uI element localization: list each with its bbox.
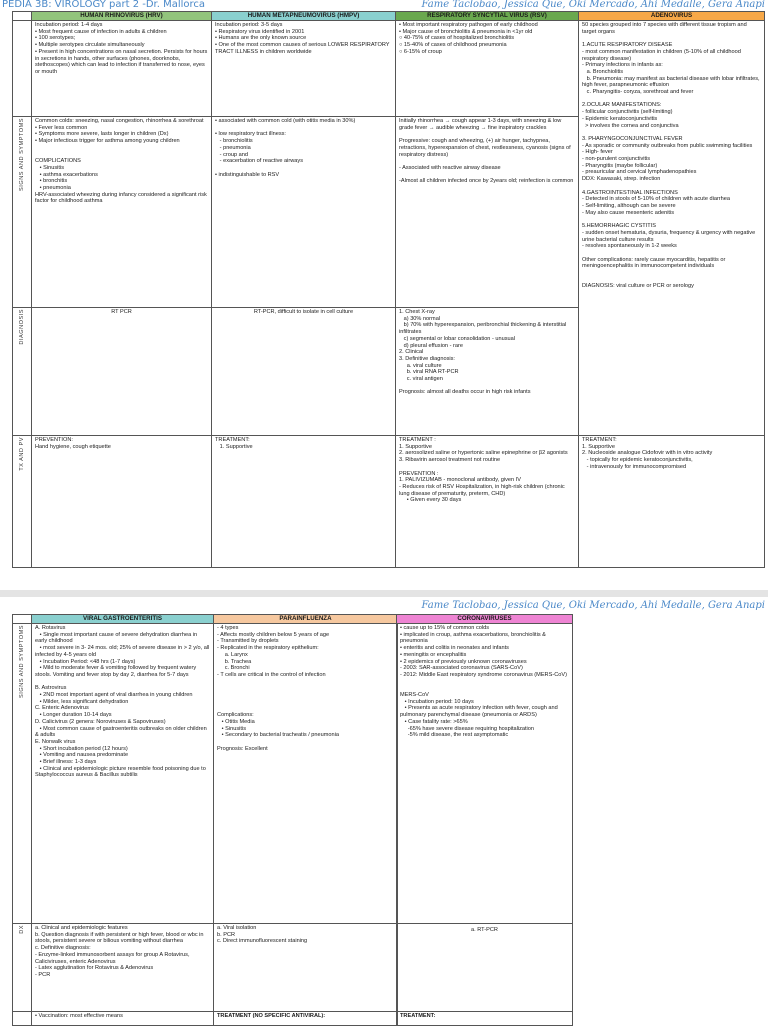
parainfluenza-dx: a. Viral isolation b. PCR c. Direct immunofluorescent staining: [214, 924, 398, 1012]
corona-header-row: [397, 615, 573, 624]
row-label-dx: DX: [13, 924, 32, 1012]
hrv-prevention: PREVENTION: Hand hygiene, cough etiquette: [32, 436, 212, 568]
hrv-diagnosis: RT PCR: [32, 308, 212, 436]
header-parainfluenza: PARAINFLUENZA: [214, 615, 398, 624]
hmpv-diagnosis: RT-PCR, difficult to isolate in cell culture: [212, 308, 396, 436]
adenovirus-treatment: TREATMENT: 1. Supportive 2. Nucleoside analogue Cidofovir with in vitro activity - topically for epidemic keratoconjunctivitis, - intravenously for immunocompromised: [579, 436, 765, 568]
table-row-intro: [13, 21, 765, 117]
parainfluenza-signs: - 4 types - Affects mostly children below 5 years of age - Transmitted by droplets - Replicated in the respiratory epithelium: a. Larynx b. Trachea c. Bronchi - T cells are critical in the control of infection Complications: • Otitis Media • Sinusitis • Secondary to bacterial tracheatis / pneumonia Prognosis: Excellent: [214, 624, 398, 924]
rsv-treatment: TREATMENT : 1. Supportive 2. aerosolized saline or hypertonic saline epinephrine or β2 agonists 3. Ribavirin aerosol treatment not routine PREVENTION : 1. PALIVIZUMAB - monoclonal antibody, given IV - Reduces risk of RSV Hospitalization, in high-risk children (chronic lung disease of prematurity, preterm, CHD) • Given every 30 days: [396, 436, 579, 568]
hmpv-intro: Incubation period: 3-5 days • Respiratory virus identified in 2001 • Humans are the only known source • One of the most common causes of serious LOWER RESPIRATORY TRACT ILLNESS in children worldwide: [212, 21, 396, 117]
gastroenteritis-dx: a. Clinical and epidemiologic features b. Question diagnosis if with persistent or high fever, blood or wbc in stools, persistent severe or bilious vomiting without diarrhea c. Definitive diagnosis: - Enzyme-linked immunosorbent assays for group A Rotavirus, Caliciviruses, enteric Adenovirus - Latex agglutination for Rotavirus & Adenovirus - PCR: [32, 924, 214, 1012]
intro-label-cell: [13, 21, 32, 117]
table-row-tx: [13, 436, 765, 568]
coronavirus-dx: a. RT-PCR: [397, 924, 573, 1012]
header-hmpv: HUMAN METAPNEUMOVIRUS (HMPV): [212, 12, 396, 21]
page-divider: [0, 590, 768, 597]
header-adenovirus: ADENOVIRUS: [579, 12, 765, 21]
table2-row-tx: [13, 1012, 398, 1026]
corona-row-dx: [397, 924, 573, 1012]
coronavirus-tx: TREATMENT:: [397, 1012, 573, 1026]
coronavirus-table: [396, 614, 573, 1026]
authors-line: Fame Taclobao, Jessica Que, Oki Mercado, Ahi Medalle, Gera Anapi: [421, 0, 765, 10]
parainfluenza-tx: TREATMENT (NO SPECIFIC ANTIVIRAL):: [214, 1012, 398, 1026]
hrv-signs: Common colds: sneezing, nasal congestion, rhinorrhea & sorethroat • Fever less common • Symptoms more severe, lasts longer in children (Dx) • Major infectious trigger for asthma among young children COMPLICATIONS • Sinusitis • asthma exacerbations • bronchitis • pneumonia HRV-associated wheezing during infancy considered a significant risk factor for childhood asthma: [32, 117, 212, 308]
virology-table-1: [12, 11, 765, 568]
table2-header-row: [13, 615, 398, 624]
header-coronaviruses: CORONAVIRUSES: [397, 615, 573, 624]
gastroenteritis-tx: • Vaccination: most effective means: [32, 1012, 214, 1026]
gastroenteritis-signs: A. Rotavirus • Single most important cause of severe dehydration diarrhea in early childhood • most severe in 3- 24 mos. old; 25% of severe disease in > 2 y/o, all infected by 4-5 years old • Incubation Period: <48 hrs (1-7 days) • Mild to moderate fever & vomiting followed by frequent watery stools. Vomiting and fever stop by day 2, diarrhea for 5-7 days B. Astrovirus • 2ND most important agent of viral diarrhea in young children • Milder, less significant dehydration C. Enteric Adenovirus • Longer duration 10-14 days D. Calicivirus (2 genera: Noroviruses & Sapoviruses) • Most common cause of gastroenteritis outbreaks on older children & adults E. Norwalk virus • Short incubation period (12 hours) • Vomiting and nausea predominate • Brief illness: 1-3 days • Clinical and epidemiologic picture resemble food poisoning due to Staphylococcus aureus & Bacillus subtilis: [32, 624, 214, 924]
header-viral-gastroenteritis: VIRAL GASTROENTERITIS: [32, 615, 214, 624]
header-hrv: HUMAN RHINOVIRUS (HRV): [32, 12, 212, 21]
corona-row-signs: [397, 624, 573, 924]
coronavirus-signs: • cause up to 15% of common colds • implicated in croup, asthma exacerbations, bronchiolitis & pneumonia • enteritis and colitis in neonates and infants • meningitis or encephalitis • 2 epidemics of previously unknown coronaviruses - 2003: SAR-associated coronavirus (SARS-CoV) - 2012: Middle East respiratory syndrome coronavirus (MERS-CoV) MERS-CoV • Incubation period: 10 days • Presents as acute respiratory infection with fever, cough and pulmonary parenchymal disease (pneumonia or ARDS) • Case fatality rate: >65% -65% have severe disease requiring hospitalization -5% mild disease, the rest asymptomatic: [397, 624, 573, 924]
row-label-signs: SIGNS AND SYMPTOMS: [13, 117, 32, 308]
tx-label-cell-2: [13, 1012, 32, 1026]
authors-line-page-2: Fame Taclobao, Jessica Que, Oki Mercado, Ahi Medalle, Gera Anapi: [421, 600, 765, 611]
table2-row-dx: [13, 924, 398, 1012]
hmpv-treatment: TREATMENT: 1. Supportive: [212, 436, 396, 568]
hmpv-signs: • associated with common cold (with otitis media in 30%) • low respiratory tract illness: - bronchiolitis - pneumonia - croup and - exacerbation of reactive airways • indistinguishable to RSV: [212, 117, 396, 308]
corner-cell: [13, 12, 32, 21]
table-header-row: [13, 12, 765, 21]
corona-row-tx: [397, 1012, 573, 1026]
rsv-diagnosis: 1. Chest X-ray a) 30% normal b) 70% with hyperexpansion, peribronchial thickening & interstitial infiltrates c) segmental or lobar consolidation - unusual d) pleural effusion - rare 2. Clinical 3. Definitive diagnosis: a. viral culture b. viral RNA RT-PCR c. viral antigen Prognosis: almost all deaths occur in high risk infants: [396, 308, 579, 436]
rsv-signs: Initially rhinorrhea → cough appear 1-3 days, with sneezing & low grade fever → audible wheezing → fine inspiratory crackles Progressive: cough and wheezing, (+) air hunger, tachypnea, retractions, hyperexpansion of chest, restlessness, cyanosis (signs of respiratory distress) - Associated with reactive airway disease -Almost all children infected once by 2years old; reinfection is common: [396, 117, 579, 308]
adenovirus-notes: 50 species grouped into 7 species with different tissue tropism and target organs 1.ACUTE RESPIRATORY DISEASE - most common manifestation in children (5-10% of all childhood respiratory disease) - Primary infections in infants as: a. Bronchiolitis b. Pneumonia: may manifest as bacterial disease with lobar infiltrates, high fever, parapneumonic effusion c. Pharyngitis- coryza, sorethroat and fever 2.OCULAR MANIFESTATIONS: - follicular conjunctivitis (self-limiting) - Epidemic keratoconjunctivitis > involves the cornea and conjunctiva 3. PHARYNGOCONJUNCTIVAL FEVER - As sporadic or community outbreaks from public swimming facilities - High- fever - non-purulent conjunctivitis - Pharyngitis (maybe follicular) - preauricular and cervical lymphadenopathies DDX: Kawasaki, strep. infection 4.GASTROINTESTINAL INFECTIONS - Detected in stools of 5-10% of children with acute diarrhea - Self-limiting, although can be severe - May also cause mesenteric adenitis 5.HEMORRHAGIC CYSTITIS - sudden onset hematuria, dysuria, frequency & urgency with negative urine bacterial culture results - resolves spontaneously in 1-2 weeks Other complications: rarely cause myocarditis, hepatitis or meningoencephalitis in immunocompetent individuals DIAGNOSIS: viral culture or PCR or serology: [579, 21, 765, 436]
hrv-intro: Incubation period: 1-4 days • Most frequent cause of infection in adults & children • 100 serotypes; • Multiple serotypes circulate simultaneously • Present in high concentrations on nasal secretion. Persists for hours in secretions in hands, other surfaces (phones, doorknobs, stethoscopes) which can lead to infection if transferred to nose, eyes or mouth: [32, 21, 212, 117]
row-label-signs-2: SIGNS AND SYMPTOMS: [13, 624, 32, 924]
rsv-intro: • Most important respiratory pathogen of early childhood • Major cause of bronchiolitis & pneumonia in <1yr old ○ 40-75% of cases of hospitalized bronchiolitis ○ 15-40% of cases of childhood pneumonia ○ 6-15% of croup: [396, 21, 579, 117]
corner-cell-2: [13, 615, 32, 624]
header-rsv: RESPIRATORY SYNCYTIAL VIRUS (RSV): [396, 12, 579, 21]
row-label-tx: TX AND PV: [13, 436, 32, 568]
page-title: PEDIA 3B: VIROLOGY part 2 -Dr. Mallorca: [2, 0, 206, 10]
row-label-diagnosis: DIAGNOSIS: [13, 308, 32, 436]
table2-row-signs: [13, 624, 398, 924]
virology-table-2: [12, 614, 398, 1026]
document-page-2: [0, 597, 768, 1024]
